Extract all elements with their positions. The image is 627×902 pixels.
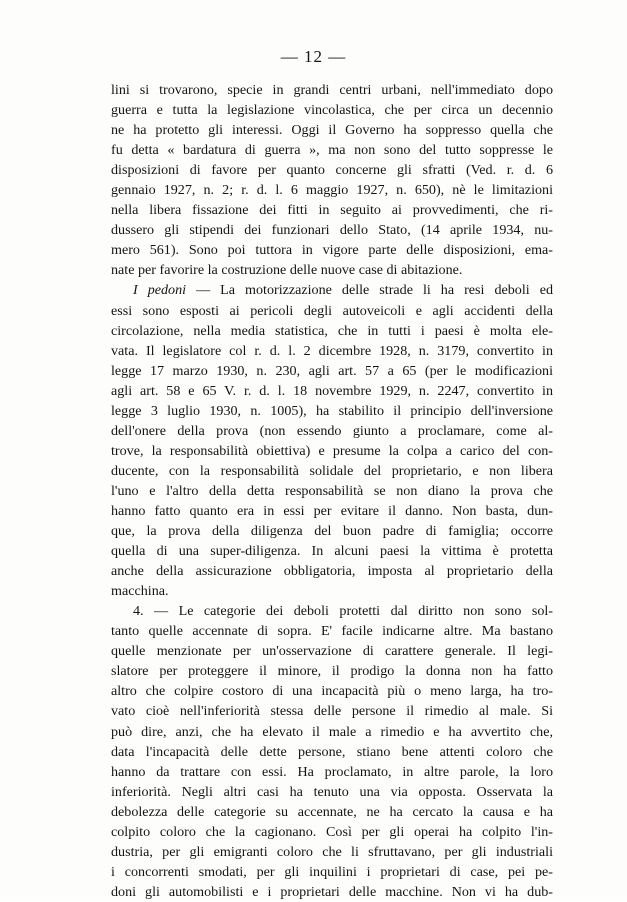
text-line: quelle menzionate per un'osservazione di carattere generale. Il legi- (111, 643, 553, 660)
text-line: anche della assicurazione obbligatoria, imposta al proprietario della (111, 563, 553, 580)
text-line: data l'incapacità delle dette persone, stiano bene attenti coloro che (111, 743, 553, 760)
text-line: quella di una super-diligenza. In alcuni paesi la vittima è protetta (111, 543, 553, 560)
text-line: vato cioè nell'inferiorità stessa delle persone il rimedio al male. Si (111, 703, 553, 720)
text-line: i concorrenti smodati, per gli inquilini i proprietari di case, pei pe- (111, 863, 553, 880)
paragraph-housing (111, 80, 553, 280)
text-line: colpito coloro che la cagionano. Così per gli operai ha colpito l'in- (111, 823, 553, 840)
text-line: può dire, anzi, che ha elevato il male a rimedio e ha avvertito che, (111, 723, 553, 740)
text-line: nella libera fissazione dei fitti in seguito ai provvedimenti, che ri- (111, 202, 553, 219)
text-fragment: — La motorizzazione delle strade li ha resi deboli ed (186, 282, 553, 299)
text-line: macchina. (111, 583, 169, 600)
text-line: l'uno e l'altro della detta responsabilità se non diano la prova che (111, 482, 553, 499)
text-line: fu detta « bardatura di guerra », ma non sono del tutto soppresse le (111, 142, 553, 159)
text-line: guerra e tutta la legislazione vincolastica, che per circa un decennio (111, 102, 553, 119)
text-line: debolezza delle categorie su accennate, ne ha cercato la causa e ha (111, 803, 553, 820)
page-number: — 12 — (280, 47, 347, 66)
text-line: ne ha protetto gli interessi. Oggi il Governo ha soppresso quella che (111, 122, 553, 139)
text-line: legge 17 marzo 1930, n. 230, agli art. 57 a 65 (per le modificazioni (111, 362, 553, 379)
text-line: circolazione, nella media statistica, che in tutti i paesi è molta ele- (111, 322, 553, 339)
text-line: dell'onere della prova (non essendo giunto a proclamare, come al- (111, 422, 553, 439)
text-line: slatore per proteggere il minore, il prodigo la donna non ha fatto (111, 663, 553, 680)
text-line: mero 561). Sono poi tuttora in vigore parte delle disposizioni, ema- (111, 242, 553, 259)
text-line: ducente, con la responsabilità solidale del proprietario, e non libera (111, 462, 553, 479)
text-line: nate per favorire la costruzione delle nuove case di abitazione. (111, 262, 463, 279)
text-line: que, la prova della diligenza del buon padre di famiglia; occorre (111, 523, 553, 540)
text-line: agli art. 58 e 65 V. r. d. l. 18 novembre 1929, n. 2247, convertito in (111, 382, 553, 399)
text-line (111, 280, 553, 300)
text-line: tanto quelle accennate di sopra. E' facile indicarne altre. Ma bastano (111, 623, 553, 640)
text-line: doni gli automobilisti e i proprietari delle macchine. Non vi ha dub- (111, 883, 553, 900)
text-line: inferiorità. Negli altri casi ha tenuto una via opposta. Osservata la (111, 783, 553, 800)
text-line: lini si trovarono, specie in grandi centri urbani, nell'immediato dopo (111, 82, 553, 98)
paragraph-section-4 (111, 601, 553, 902)
text-line: gennaio 1927, n. 2; r. d. l. 6 maggio 1927, n. 650), nè le limitazioni (111, 182, 553, 199)
text-line: legge 3 luglio 1930, n. 1005), ha stabilito il principio dell'inversione (111, 402, 553, 419)
paragraph-pedestrians (111, 280, 553, 601)
section-lead: I pedoni (133, 282, 187, 299)
body-text (111, 80, 553, 902)
text-line: 4. — Le categorie dei deboli protetti dal diritto non sono sol- (133, 603, 553, 620)
text-line: hanno fatto quanto era in essi per evitare il danno. Non basta, dun- (111, 502, 553, 519)
text-line: vata. Il legislatore col r. d. l. 2 dicembre 1928, n. 3179, convertito in (111, 342, 553, 359)
text-line: dustria, per gli emigranti coloro che li sfruttavano, per gli industriali (111, 843, 553, 860)
text-line: essi sono esposti ai pericoli degli autoveicoli e agli accidenti della (111, 302, 553, 319)
text-line: hanno da trattare con essi. Ha proclamato, in altre parole, la loro (111, 763, 553, 780)
text-line: disposizioni di favore per quanto concerne gli sfratti (Ved. r. d. 6 (111, 162, 553, 179)
text-line: trove, la responsabilità obiettiva) e presume la colpa a carico del con- (111, 442, 553, 459)
text-line: dussero gli stipendi dei funzionari dello Stato, (14 aprile 1934, nu- (111, 222, 553, 239)
text-line: altro che colpire costoro di una incapacità più o meno larga, ha tro- (111, 683, 553, 700)
